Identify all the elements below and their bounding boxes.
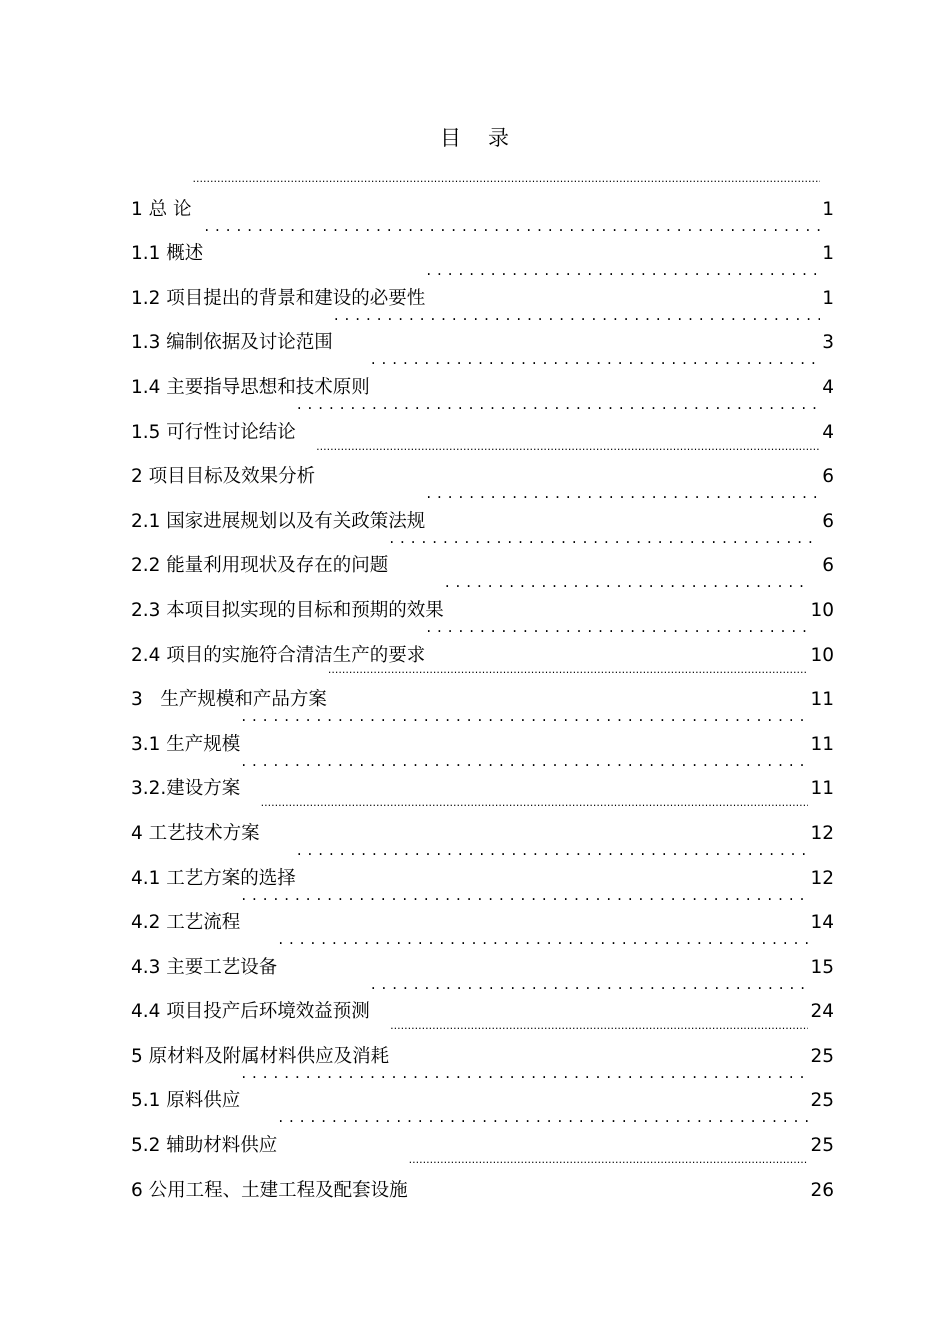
toc-dot-leader — [426, 259, 820, 304]
toc-entry-label: 2.3 本项目拟实现的目标和预期的效果 — [131, 599, 444, 621]
toc-title — [0, 122, 950, 152]
toc-title-left: 目 — [440, 126, 462, 150]
toc-dot-leader — [278, 928, 808, 973]
toc-dot-leader — [241, 705, 808, 750]
toc-dot-leader — [241, 884, 808, 929]
toc-entry-page-number: 14 — [810, 912, 834, 934]
toc-dot-leader — [426, 616, 808, 661]
toc-entry-label: 1.2 项目提出的背景和建设的必要性 — [131, 287, 426, 309]
toc-entry-page-number: 25 — [810, 1090, 834, 1112]
toc-entry-label: 3.2.建设方案 — [131, 778, 241, 800]
toc-dot-leader — [371, 973, 809, 1018]
toc-entry-page-number: 11 — [810, 778, 834, 800]
toc-entry-label: 4.1 工艺方案的选择 — [131, 867, 296, 889]
toc-entry-page-number: 6 — [822, 555, 834, 577]
toc-entry-label: 4 工艺技术方案 — [131, 822, 260, 844]
toc-entry-page-number: 15 — [810, 956, 834, 978]
toc-entry-page-number: 25 — [810, 1045, 834, 1067]
toc-entry-label: 1.5 可行性讨论结论 — [131, 421, 296, 443]
toc-entry-page-number: 12 — [810, 822, 834, 844]
toc-entry-label: 2 项目目标及效果分析 — [131, 466, 316, 488]
toc-dot-leader — [261, 794, 809, 839]
toc-dot-leader — [389, 527, 820, 572]
toc-dot-leader — [278, 1106, 808, 1151]
toc-dot-leader — [204, 215, 820, 260]
toc-title-right: 录 — [488, 126, 510, 150]
toc-dot-leader — [371, 348, 820, 393]
toc-entry-page-number: 11 — [810, 733, 834, 755]
toc-entry-label: 1.4 主要指导思想和技术原则 — [131, 376, 370, 398]
toc-dot-leader — [241, 750, 808, 795]
toc-dot-leader — [328, 661, 809, 706]
toc-entry[interactable] — [131, 215, 834, 265]
toc-entry-label: 2.2 能量利用现状及存在的问题 — [131, 555, 389, 577]
toc-entry-page-number: 10 — [810, 644, 834, 666]
toc-entry-page-number: 6 — [822, 466, 834, 488]
toc-dot-leader — [297, 839, 809, 884]
toc-entry-page-number: 4 — [822, 421, 834, 443]
toc-entry-label: 5 原材料及附属材料供应及消耗 — [131, 1045, 390, 1067]
toc-dot-leader — [409, 1151, 809, 1196]
toc-entry-page-number: 4 — [822, 376, 834, 398]
toc-entry-page-number: 6 — [822, 510, 834, 532]
toc-entry-label: 1.3 编制依据及讨论范围 — [131, 332, 333, 354]
toc-entry-label: 5.2 辅助材料供应 — [131, 1135, 278, 1157]
toc-dot-leader — [316, 438, 820, 483]
toc-entry[interactable] — [131, 170, 834, 220]
toc-entry-label: 2.4 项目的实施符合清洁生产的要求 — [131, 644, 426, 666]
toc-entry-page-number: 3 — [822, 332, 834, 354]
toc-dot-leader — [426, 482, 820, 527]
toc-entry-label: 1 总 论 — [131, 198, 192, 220]
toc-dot-leader — [297, 393, 820, 438]
toc-entry-page-number: 24 — [810, 1001, 834, 1023]
toc-entry-page-number: 10 — [810, 599, 834, 621]
toc-dot-leader — [241, 1062, 808, 1107]
toc-entry-label: 1.1 概述 — [131, 243, 204, 265]
toc-entry-label: 4.2 工艺流程 — [131, 912, 241, 934]
toc-entry-page-number: 26 — [810, 1179, 834, 1201]
toc-entry-label: 5.1 原料供应 — [131, 1090, 241, 1112]
toc-entry-page-number: 12 — [810, 867, 834, 889]
toc-entry-label: 4.4 项目投产后环境效益预测 — [131, 1001, 370, 1023]
toc-entry-label: 4.3 主要工艺设备 — [131, 956, 278, 978]
toc-entry-page-number: 1 — [822, 198, 834, 220]
toc-entry[interactable] — [131, 259, 834, 309]
toc-dot-leader — [445, 571, 809, 616]
toc-entry-page-number: 11 — [810, 689, 834, 711]
toc-list — [131, 170, 834, 1201]
toc-entry-page-number: 25 — [810, 1135, 834, 1157]
toc-dot-leader — [193, 170, 821, 215]
toc-entry-page-number: 1 — [822, 287, 834, 309]
toc-entry-page-number: 1 — [822, 243, 834, 265]
toc-dot-leader — [390, 1017, 808, 1062]
toc-entry-label: 2.1 国家进展规划以及有关政策法规 — [131, 510, 426, 532]
toc-entry-label: 3.1 生产规模 — [131, 733, 241, 755]
toc-entry-label: 6 公用工程、土建工程及配套设施 — [131, 1179, 408, 1201]
toc-dot-leader — [334, 304, 820, 349]
toc-entry-label: 3 生产规模和产品方案 — [131, 689, 327, 711]
